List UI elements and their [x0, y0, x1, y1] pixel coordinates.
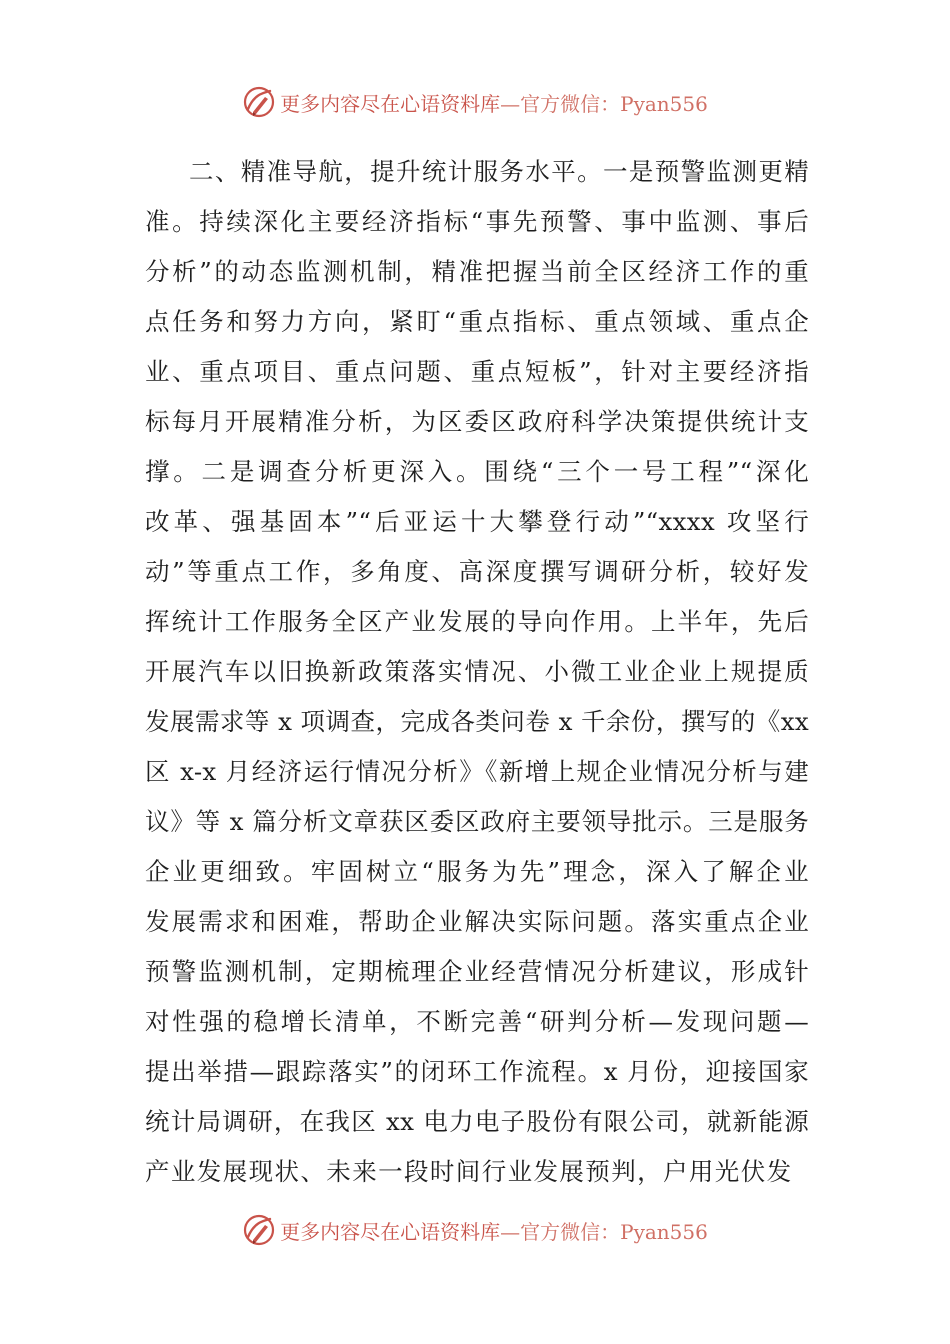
body-line: 动”等重点工作，多角度、高深度撰写调研分析，较好发 — [145, 557, 809, 586]
header-dash: — — [500, 91, 521, 116]
document-body — [145, 147, 809, 1197]
footer-banner-text — [280, 1216, 708, 1245]
header-banner — [0, 80, 950, 124]
header-wechat-text: 官方微信：Pyan556 — [520, 91, 708, 116]
body-line: 发展需求和困难，帮助企业解决实际问题。落实重点企业 — [145, 907, 809, 936]
body-line: 统计局调研，在我区 xx 电力电子股份有限公司，就新能源 — [145, 1107, 809, 1136]
pen-signature-logo-icon — [242, 1213, 276, 1247]
body-line: 提出举措—跟踪落实”的闭环工作流程。x 月份，迎接国家 — [145, 1057, 809, 1086]
body-line: 点任务和努力方向，紧盯“重点指标、重点领域、重点企 — [145, 307, 809, 336]
body-line: 二、精准导航，提升统计服务水平。一是预警监测更精 — [189, 157, 809, 186]
body-line: 预警监测机制，定期梳理企业经营情况分析建议，形成针 — [145, 957, 809, 986]
body-line: 产业发展现状、未来一段时间行业发展预判，户用光伏发 — [145, 1157, 793, 1186]
body-line: 准。持续深化主要经济指标“事先预警、事中监测、事后 — [145, 207, 809, 236]
body-line: 业、重点项目、重点问题、重点短板”，针对主要经济指 — [145, 357, 809, 386]
pen-signature-logo-icon — [242, 85, 276, 119]
footer-brand-text: 更多内容尽在心语资料库 — [280, 1219, 501, 1244]
header-brand-text: 更多内容尽在心语资料库 — [280, 91, 501, 116]
body-line: 标每月开展精准分析，为区委区政府科学决策提供统计支 — [145, 407, 809, 436]
body-line: 议》等 x 篇分析文章获区委区政府主要领导批示。三是服务 — [145, 807, 809, 836]
body-line: 改革、强基固本”“后亚运十大攀登行动”“xxxx 攻坚行 — [145, 507, 809, 536]
body-line: 企业更细致。牢固树立“服务为先”理念，深入了解企业 — [145, 857, 809, 886]
header-banner-text — [280, 88, 708, 117]
body-line: 发展需求等 x 项调查，完成各类问卷 x 千余份，撰写的《xx — [145, 707, 809, 736]
footer-wechat-text: 官方微信：Pyan556 — [520, 1219, 708, 1244]
body-line: 区 x-x 月经济运行情况分析》《新增上规企业情况分析与建 — [145, 757, 809, 786]
body-line: 撑。二是调查分析更深入。围绕“三个一号工程”“深化 — [145, 457, 809, 486]
footer-dash: — — [500, 1219, 521, 1244]
body-line: 对性强的稳增长清单，不断完善“研判分析—发现问题— — [145, 1007, 809, 1036]
footer-banner — [0, 1208, 950, 1252]
body-line: 挥统计工作服务全区产业发展的导向作用。上半年，先后 — [145, 607, 809, 636]
body-line: 开展汽车以旧换新政策落实情况、小微工业企业上规提质 — [145, 657, 809, 686]
body-line: 分析”的动态监测机制，精准把握当前全区经济工作的重 — [145, 257, 809, 286]
